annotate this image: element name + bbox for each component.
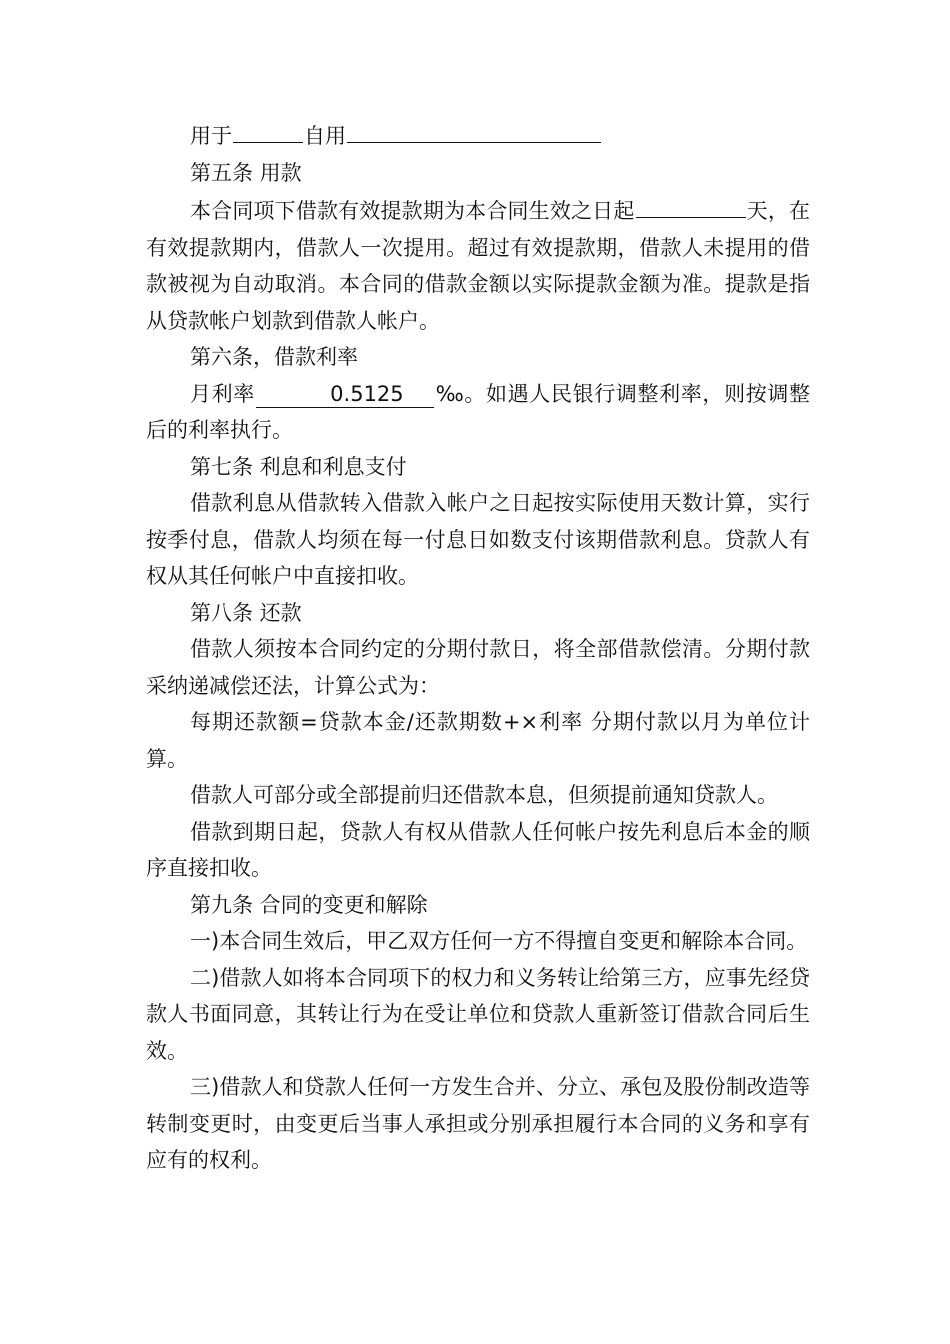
article-9-paragraph-1: 一)本合同生效后，甲乙双方任何一方不得擅自变更和解除本合同。 bbox=[190, 929, 808, 953]
usage-blank-2 bbox=[347, 116, 601, 143]
contract-body bbox=[146, 116, 810, 1179]
article-7-paragraph: 借款利息从借款转入借款入帐户之日起按实际使用天数计算，实行按季付息，借款人均须在每一付息日如数支付该期借款利息。贷款人有权从其任何帐户中直接扣收。 bbox=[146, 491, 810, 588]
article-8-paragraph-1: 借款人须按本合同约定的分期付款日，将全部借款偿清。分期付款采纳递减偿还法，计算公式为： bbox=[146, 637, 810, 698]
article-6-paragraph bbox=[146, 376, 810, 449]
usage-middle: 自用 bbox=[304, 124, 346, 148]
article-5-text-b: 天，在有效提款期内，借款人一次提用。超过有效提款期，借款人未提用的借款被视为自动取消。本合同的借款金额以实际提款金额为准。提款是指从贷款帐户划款到借款人帐户。 bbox=[146, 199, 810, 333]
article-6-text-a: 月利率 bbox=[190, 381, 255, 406]
article-9-title: 第九条 合同的变更和解除 bbox=[190, 892, 428, 917]
monthly-rate-field bbox=[256, 381, 434, 408]
article-8-paragraph-3: 借款人可部分或全部提前归还借款本息，但须提前通知贷款人。 bbox=[190, 783, 778, 807]
article-7-title: 第七条 利息和利息支付 bbox=[190, 454, 407, 479]
monthly-rate-value: 0.5125 bbox=[330, 381, 404, 406]
article-9-paragraph-3: 三)借款人和贷款人任何一方发生合并、分立、承包及股份制改造等转制变更时，由变更后当事人承担或分别承担履行本合同的义务和享有应有的权利。 bbox=[146, 1075, 810, 1172]
article-6-title: 第六条，借款利率 bbox=[190, 345, 358, 369]
article-5-title: 第五条 用款 bbox=[190, 160, 302, 185]
article-8-paragraph-2: 每期还款额=贷款本金/还款期数+×利率 分期付款以月为单位计算。 bbox=[146, 710, 810, 771]
usage-line bbox=[146, 116, 810, 155]
article-6-text-b: ‰。如遇人民银行调整利率，则按调整后的利率执行。 bbox=[146, 381, 810, 442]
withdrawal-days-blank bbox=[636, 191, 746, 218]
usage-blank-1 bbox=[233, 116, 303, 143]
article-5-paragraph bbox=[146, 191, 810, 339]
article-5-text-a: 本合同项下借款有效提款期为本合同生效之日起 bbox=[190, 199, 635, 223]
article-9-paragraph-2: 二)借款人如将本合同项下的权力和义务转让给第三方，应事先经贷款人书面同意，其转让行为在受让单位和贷款人重新签订借款合同后生效。 bbox=[146, 965, 810, 1063]
article-8-paragraph-4: 借款到期日起，贷款人有权从借款人任何帐户按先利息后本金的顺序直接扣收。 bbox=[146, 819, 810, 880]
article-8-title: 第八条 还款 bbox=[190, 600, 302, 625]
usage-prefix: 用于 bbox=[190, 124, 232, 148]
